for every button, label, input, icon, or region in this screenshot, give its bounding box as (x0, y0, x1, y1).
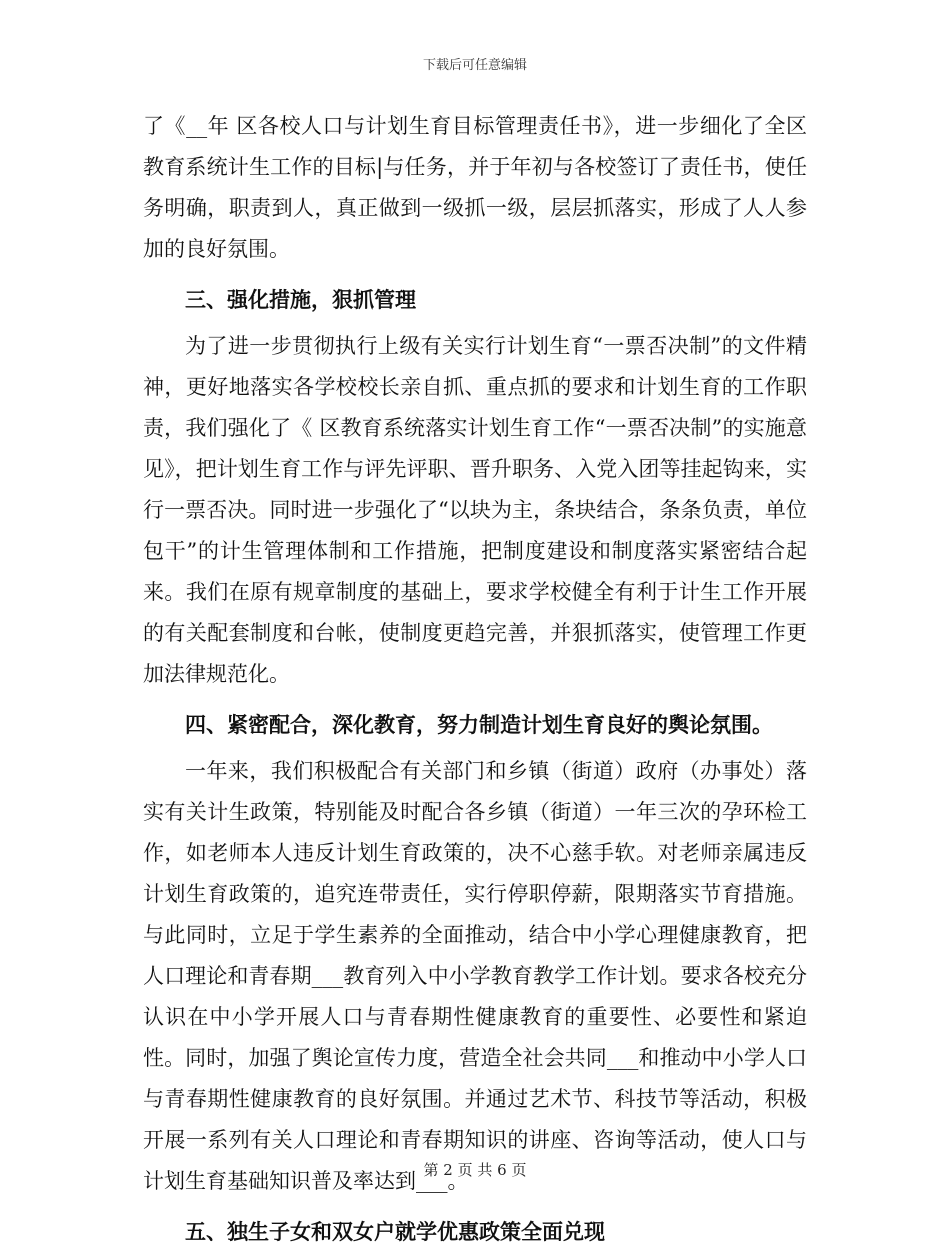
document-body (143, 106, 807, 1258)
page-header: 下载后可任意编辑 (422, 58, 527, 73)
section-heading-5: 五、独生子女和双女户就学优惠政策全面兑现 (185, 1219, 605, 1244)
paragraph-measures: 为了进一步贯彻执行上级有关实行计划生育“一票否决制”的文件精神，更好地落实各学校校长亲自抓、重点抓的要求和计划生育的工作职责，我们强化了《 区教育系统落实计划生育工作“一票否决制”的实施意见》，把计划生育工作与评先评职、晋升职务、入党入团等挂起钩来，实行一票否决。同时进一步强化了“以块为主，条块结合，条条负责，单位包干”的计生管理体制和工作措施，把制度建设和制度落实紧密结合起来。我们在原有规章制度的基础上，要求学校健全有利于计生工作开展的有关配套制度和台帐，使制度更趋完善，并狠抓落实，使管理工作更加法律规范化。 (143, 334, 807, 686)
section-heading-3: 三、强化措施，狠抓管理 (185, 287, 416, 312)
page-number: 第 2 页 共 6 页 (423, 1161, 527, 1179)
paragraph-continuation: 了《__年 区各校人口与计划生育目标管理责任书》，进一步细化了全区教育系统计生工作的目标|与任务，并于年初与各校签订了责任书，使任务明确，职责到人，真正做到一级抓一级，层层抓落实，形成了人人参加的良好氛围。 (143, 114, 807, 261)
paragraph-cooperation: 一年来，我们积极配合有关部门和乡镇（街道）政府（办事处）落实有关计生政策，特别能及时配合各乡镇（街道）一年三次的孕环检工作，如老师本人违反计划生育政策的，决不心慈手软。对老师亲属违反计划生育政策的，追究连带责任，实行停职停薪，限期落实节育措施。与此同时，立足于学生素养的全面推动，结合中小学心理健康教育，把人口理论和青春期___教育列入中小学教育教学工作计划。要求各校充分认识在中小学开展人口与青春期性健康教育的重要性、必要性和紧迫性。同时，加强了舆论宣传力度，营造全社会共同___和推动中小学人口与青春期性健康教育的良好氛围。并通过艺术节、科技节等活动，积极开展一系列有关人口理论和青春期知识的讲座、咨询等活动，使人口与计划生育基础知识普及率达到___。 (143, 759, 807, 1193)
section-heading-4: 四、紧密配合，深化教育，努力制造计划生育良好的舆论氛围。 (185, 712, 773, 737)
